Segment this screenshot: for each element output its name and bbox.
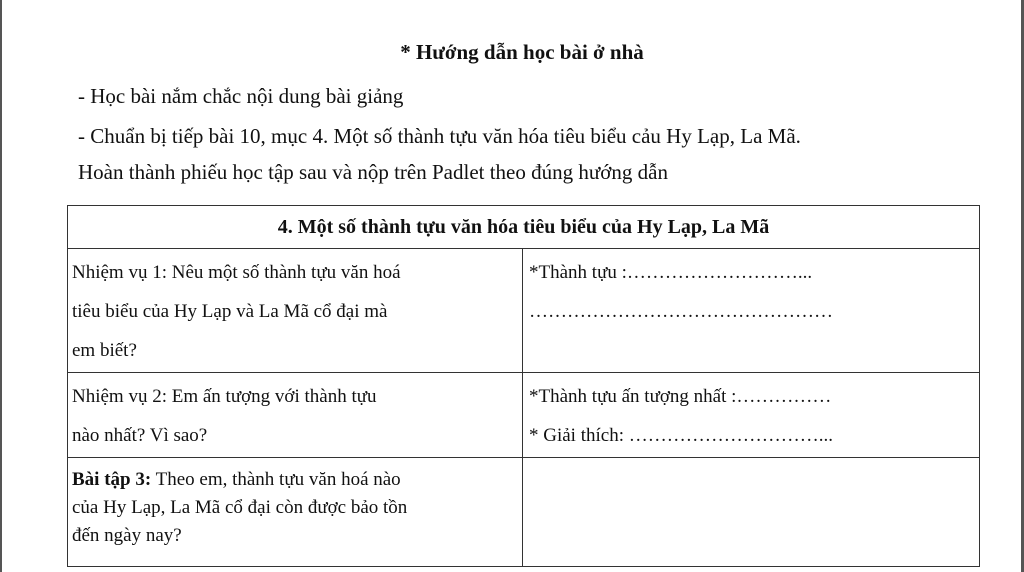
answer-2-cell [523, 373, 980, 458]
table-row [68, 249, 980, 373]
answer-1-line: ………………………………………… [529, 301, 833, 322]
task-2-cell [68, 373, 523, 458]
page-title: * Hướng dẫn học bài ở nhà [400, 40, 644, 64]
task-1-line: Nhiệm vụ 1: Nêu một số thành tựu văn hoá [72, 262, 401, 283]
task-2-line: Nhiệm vụ 2: Em ấn tượng với thành tựu [72, 386, 377, 407]
task-1-cell [68, 249, 523, 373]
task-1-line: em biết? [72, 340, 137, 361]
task-3-line: của Hy Lạp, La Mã cổ đại còn được bảo tồn [72, 497, 408, 518]
worksheet-table [67, 205, 980, 567]
instruction-line-3: Hoàn thành phiếu học tập sau và nộp trên Padlet theo đúng hướng dẫn [78, 160, 668, 184]
page-edge-left [0, 0, 2, 572]
instruction-line-1: - Học bài nắm chắc nội dung bài giảng [78, 84, 404, 108]
table-row [68, 458, 980, 567]
task-3-label: Bài tập 3: [72, 469, 152, 490]
task-1-line: tiêu biểu của Hy Lạp và La Mã cổ đại mà [72, 301, 388, 322]
answer-3-cell [523, 458, 980, 567]
task-3-cell [68, 458, 523, 567]
task-3-line [72, 466, 518, 494]
answer-1-cell [523, 249, 980, 373]
instruction-line-2: - Chuẩn bị tiếp bài 10, mục 4. Một số thành tựu văn hóa tiêu biểu cảu Hy Lạp, La Mã. [78, 124, 801, 148]
answer-1-line: *Thành tựu :………………………... [529, 262, 813, 283]
table-header: 4. Một số thành tựu văn hóa tiêu biểu của Hy Lạp, La Mã [68, 206, 980, 249]
task-2-line: nào nhất? Vì sao? [72, 425, 208, 446]
task-3-line: đến ngày nay? [72, 525, 182, 546]
answer-2-line: * Giải thích: …………………………... [529, 425, 833, 446]
table-row [68, 373, 980, 458]
answer-2-line: *Thành tựu ấn tượng nhất :…………… [529, 386, 832, 407]
task-3-text: Theo em, thành tựu văn hoá nào [151, 469, 401, 490]
